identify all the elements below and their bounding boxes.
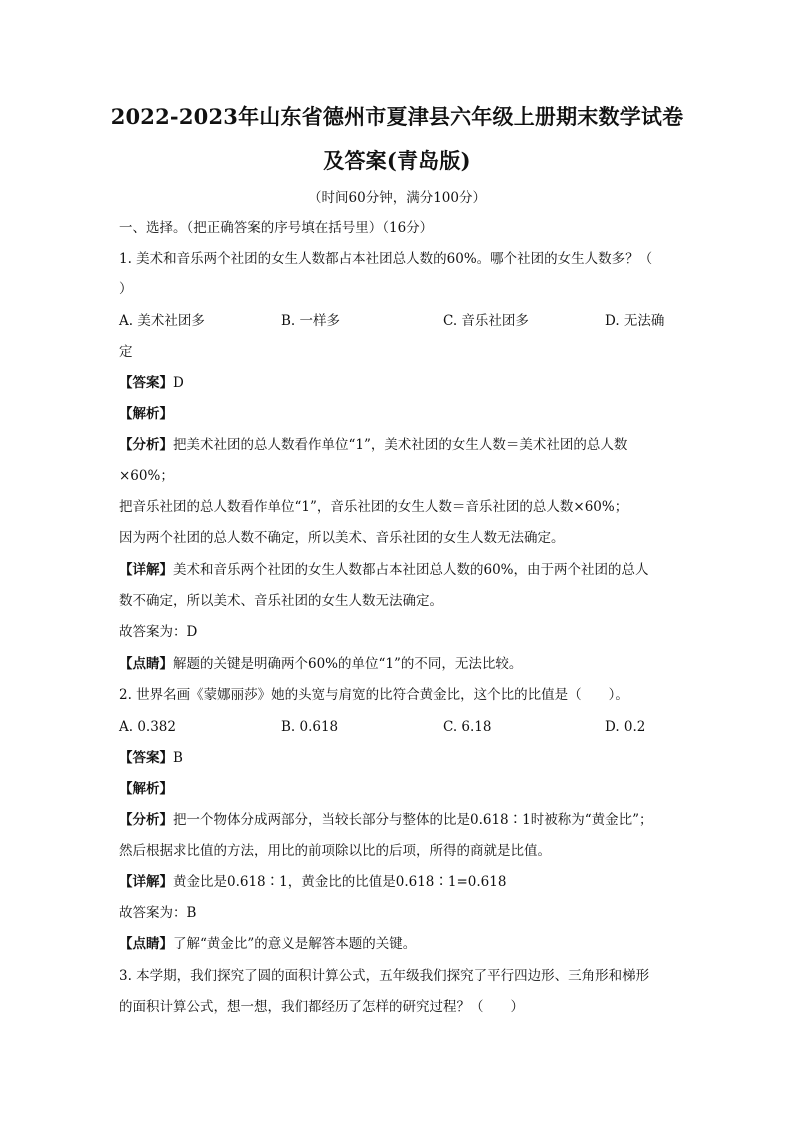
xiangjie-text: 黄金比是0.618∶1，黄金比的比值是0.618∶1=0.618 — [173, 874, 507, 890]
q1-dianjing — [119, 655, 522, 673]
q1-analysis-tag: 【解析】 — [119, 406, 173, 422]
dianjing-text: 了解“黄金比”的意义是解答本题的关键。 — [173, 936, 417, 952]
q1-answer — [119, 374, 184, 392]
xiangjie-tag: 【详解】 — [119, 874, 173, 890]
dianjing-text: 解题的关键是明确两个60%的单位“1”的不同，无法比较。 — [173, 656, 523, 672]
page-title-line2: 及答案(青岛版) — [323, 148, 471, 173]
exam-info: （时间60分钟，满分100分） — [308, 190, 486, 206]
xiangjie-tag: 【详解】 — [119, 562, 173, 578]
answer-tag: 【答案】 — [119, 375, 173, 391]
fenxi-text: 把一个物体分成两部分，当较长部分与整体的比是0.618∶1时被称为“黄金比”； — [173, 812, 653, 828]
fenxi-text: 把美术社团的总人数看作单位“1”，美术社团的女生人数＝美术社团的总人数 — [173, 437, 628, 453]
page-title: 2022-2023年山东省德州市夏津县六年级上册期末数学试卷 — [110, 104, 684, 129]
q1-option-d: D. 无法确 — [605, 313, 665, 329]
q2-fenxi — [119, 811, 653, 829]
q1-option-a: A. 美术社团多 — [119, 313, 205, 329]
q2-final-answer: 故答案为：B — [119, 905, 197, 921]
q1-final-answer: 故答案为：D — [119, 624, 198, 640]
q2-fenxi-line2: 然后根据求比值的方法，用比的前项除以比的后项，所得的商就是比值。 — [119, 843, 551, 859]
xiangjie-text: 美术和音乐两个社团的女生人数都占本社团总人数的60%，由于两个社团的总人 — [173, 562, 649, 578]
q2-option-c: C. 6.18 — [443, 719, 492, 735]
q1-fenxi-line4: 因为两个社团的总人数不确定，所以美术、音乐社团的女生人数无法确定。 — [119, 530, 565, 546]
q2-stem: 2. 世界名画《蒙娜丽莎》她的头宽与肩宽的比符合黄金比，这个比的比值是（ ）。 — [119, 687, 629, 703]
q1-fenxi — [119, 436, 627, 454]
q1-option-b: B. 一样多 — [281, 313, 341, 329]
answer-value: B — [173, 750, 183, 766]
q3-stem: 3. 本学期，我们探究了圆的面积计算公式，五年级我们探究了平行四边形、三角形和梯形 — [119, 968, 650, 984]
answer-tag: 【答案】 — [119, 750, 173, 766]
q1-fenxi-line2: ×60%； — [119, 468, 174, 484]
section-heading: 一、选择。（把正确答案的序号填在括号里）（16分） — [119, 220, 434, 236]
q2-answer — [119, 749, 183, 767]
q2-option-a: A. 0.382 — [119, 719, 176, 735]
q1-xiangjie — [119, 561, 649, 579]
fenxi-tag: 【分析】 — [119, 437, 173, 453]
q2-option-b: B. 0.618 — [281, 719, 339, 735]
q1-stem: 1. 美术和音乐两个社团的女生人数都占本社团总人数的60%。哪个社团的女生人数多？（ — [119, 251, 653, 267]
q1-xiangjie-line2: 数不确定，所以美术、音乐社团的女生人数无法确定。 — [119, 593, 443, 609]
q2-analysis-tag: 【解析】 — [119, 781, 173, 797]
q1-fenxi-line3: 把音乐社团的总人数看作单位“1”，音乐社团的女生人数＝音乐社团的总人数×60%； — [119, 499, 629, 515]
fenxi-tag: 【分析】 — [119, 812, 173, 828]
q2-xiangjie — [119, 873, 506, 891]
q3-stem-cont: 的面积计算公式，想一想，我们都经历了怎样的研究过程？（ ） — [119, 999, 524, 1015]
dianjing-tag: 【点睛】 — [119, 936, 173, 952]
answer-value: D — [173, 375, 184, 391]
q1-option-d-wrap: 定 — [119, 344, 133, 360]
dianjing-tag: 【点睛】 — [119, 656, 173, 672]
q2-dianjing — [119, 935, 416, 953]
q1-stem-cont: ） — [119, 281, 133, 297]
q1-option-c: C. 音乐社团多 — [443, 313, 529, 329]
q2-option-d: D. 0.2 — [605, 719, 646, 735]
